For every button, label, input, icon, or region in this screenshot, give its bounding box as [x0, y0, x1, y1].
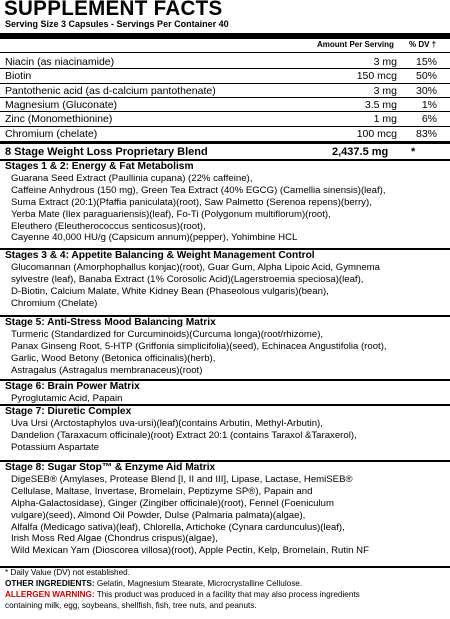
thick-divider	[0, 33, 450, 39]
ingredient-line: Irish Moss Red Algae (Chondrus crispus)(algae),	[11, 533, 218, 545]
ingredient-line: Astragalus (Astragalus membranaceus)(root)	[11, 364, 203, 376]
blend-section	[0, 317, 450, 377]
blend-section	[0, 381, 450, 405]
nutrient-row	[0, 69, 450, 83]
ingredient-line: Garlic, Wood Betony (Betonica officinalis)(herb),	[11, 352, 216, 364]
ingredient-line: Wild Mexican Yam (Dioscorea villosa)(root), Apple Pectin, Kelp, Bromelain, Rutin NF	[11, 545, 369, 557]
dv-footnote: * Daily Value (DV) not established.	[5, 568, 130, 577]
amount-header: Amount Per Serving	[317, 40, 394, 49]
ingredient-line: Suma Extract (20:1)(Pfaffia paniculata)(root), Saw Palmetto (Serenoa repens)(berry),	[11, 196, 372, 208]
nutrient-name: Biotin	[5, 70, 32, 83]
nutrient-name: Pantothenic acid (as d-calcium pantothenate)	[5, 84, 216, 97]
ingredient-line: Caffeine Anhydrous (150 mg), Green Tea Extract (40% EGCG) (Camellia sinensis)(leaf),	[11, 184, 386, 196]
blend-section	[0, 250, 450, 310]
allergen-text-1: This product was produced in a facility that may also process ingredients	[94, 590, 360, 599]
nutrient-name: Niacin (as niacinamide)	[5, 56, 115, 68]
section-heading: Stages 3 & 4: Appetite Balancing & Weight Management Control	[5, 250, 315, 261]
nutrient-row	[0, 127, 450, 141]
other-ingredients-label: OTHER INGREDIENTS:	[5, 579, 95, 588]
section-ingredients	[0, 329, 450, 377]
other-ingredients-text: Gelatin, Magnesium Stearate, Microcrystalline Cellulose.	[94, 579, 303, 588]
nutrient-amount: 1 mg	[373, 113, 397, 126]
serving-info: Serving Size 3 Capsules - Servings Per Container 40	[5, 19, 229, 29]
allergen-text-2: containing milk, egg, soybeans, shellfish, fish, tree nuts, and peanuts.	[5, 601, 257, 610]
nutrient-name: Zinc (Monomethionine)	[5, 113, 113, 126]
blend-section	[0, 462, 450, 557]
ingredient-line: Panax Ginseng Root, 5-HTP (Griffonia simplicifolia)(seed), Echinacea Angustifolia (root),	[11, 340, 387, 352]
label-title: SUPPLEMENT FACTS	[4, 0, 223, 20]
ingredient-line: Alpha-Galactosidase), Ginger (Zingiber officinale)(root), Fennel (Foeniculum	[11, 497, 334, 509]
nutrient-name: Magnesium (Gluconate)	[5, 98, 118, 111]
section-ingredients	[0, 474, 450, 557]
nutrient-dv: 1%	[421, 98, 437, 111]
ingredient-line: Glucomannan (Amorphophallus konjac)(root), Guar Gum, Alpha Lipoic Acid, Gymnema	[11, 261, 380, 273]
section-ingredients	[0, 262, 450, 310]
allergen-warning	[5, 590, 360, 600]
nutrient-name: Chromium (chelate)	[5, 127, 98, 140]
blend-section	[0, 406, 450, 454]
ingredient-line: Uva Ursi (Arctostaphylos uva-ursi)(leaf)(contains Arbutin, Methyl-Arbutin),	[11, 417, 323, 429]
nutrient-dv: 50%	[415, 70, 437, 83]
nutrient-row	[0, 112, 450, 126]
nutrient-row	[0, 55, 450, 69]
nutrient-dv: 83%	[415, 127, 437, 140]
ingredient-line: Turmeric (Standardized for Curcuminoids)(Curcuma longa)(root/rhizome),	[11, 328, 324, 340]
ingredient-line: Potassium Aspartate	[11, 441, 99, 453]
section-heading: Stage 7: Diuretic Complex	[5, 406, 132, 417]
blend-dv: *	[411, 146, 416, 158]
section-ingredients	[0, 418, 450, 454]
ingredient-line: sylvestre (leaf), Banaba Extract (1% Corosolic Acid)(Lagerstroemia speciosa)(leaf),	[11, 273, 364, 285]
section-heading: Stage 8: Sugar Stop™ & Enzyme Aid Matrix	[5, 462, 216, 473]
other-ingredients	[5, 579, 302, 589]
nutrient-row	[0, 98, 450, 112]
blend-name: 8 Stage Weight Loss Proprietary Blend	[5, 146, 208, 158]
dv-header: % DV †	[409, 40, 437, 49]
ingredient-line: Guarana Seed Extract (Paullinia cupana) (22% caffeine),	[11, 172, 253, 184]
nutrient-amount: 3.5 mg	[364, 98, 397, 111]
nutrient-dv: 6%	[421, 113, 437, 126]
allergen-warning-cont	[5, 601, 257, 611]
ingredient-line: Chromium (Chelate)	[11, 297, 98, 309]
proprietary-blend-row	[0, 144, 450, 160]
nutrient-amount: 150 mcg	[356, 70, 397, 83]
ingredient-line: Dandelion (Taraxacum officinale)(root) Extract 20:1 (contains Taraxol &Taraxerol),	[11, 429, 357, 441]
nutrient-dv: 30%	[415, 84, 437, 97]
section-ingredients	[0, 173, 450, 244]
section-heading: Stage 6: Brain Power Matrix	[5, 381, 140, 392]
ingredient-line: Pyroglutamic Acid, Papain	[11, 392, 123, 404]
ingredient-line: Cellulase, Maltase, Invertase, Bromelain, Peptizyme SP®), Papain and	[11, 485, 313, 497]
ingredient-line: D-Biotin, Calcium Malate, White Kidney Bean (Phaseolous vulgaris)(bean),	[11, 285, 329, 297]
blend-section	[0, 161, 450, 244]
header-divider	[0, 52, 450, 53]
nutrient-amount: 100 mcg	[356, 127, 397, 140]
nutrient-row	[0, 84, 450, 98]
ingredient-line: Alfalfa (Medicago sativa)(leaf), Chlorella, Artichoke (Cynara cardunculus)(leaf),	[11, 521, 345, 533]
ingredient-line: vulgare)(seed), Almond Oil Powder, Dulse (Palmaria palmata)(algae),	[11, 509, 306, 521]
section-heading: Stage 5: Anti-Stress Mood Balancing Matrix	[5, 317, 216, 328]
ingredient-line: Cayenne 40,000 HU/g (Capsicum annum)(pepper), Yohimbine HCL	[11, 232, 298, 244]
ingredient-line: Eleuthero (Eleutherococcus senticosus)(root),	[11, 220, 206, 232]
nutrient-amount: 3 mg	[373, 84, 397, 97]
ingredient-line: Yerba Mate (Ilex paraguariensis)(leaf), Fo-Ti (Polygonum multiflorum)(root),	[11, 208, 331, 220]
blend-amount: 2,437.5 mg	[332, 146, 389, 158]
nutrient-dv: 15%	[415, 56, 437, 68]
ingredient-line: DigeSEB® (Amylases, Protease Blend [I, II and III], Lipase, Lactase, HemiSEB®	[11, 473, 353, 485]
allergen-label: ALLERGEN WARNING:	[5, 590, 95, 599]
section-heading: Stages 1 & 2: Energy & Fat Metabolism	[5, 161, 194, 172]
nutrient-amount: 3 mg	[373, 56, 397, 68]
